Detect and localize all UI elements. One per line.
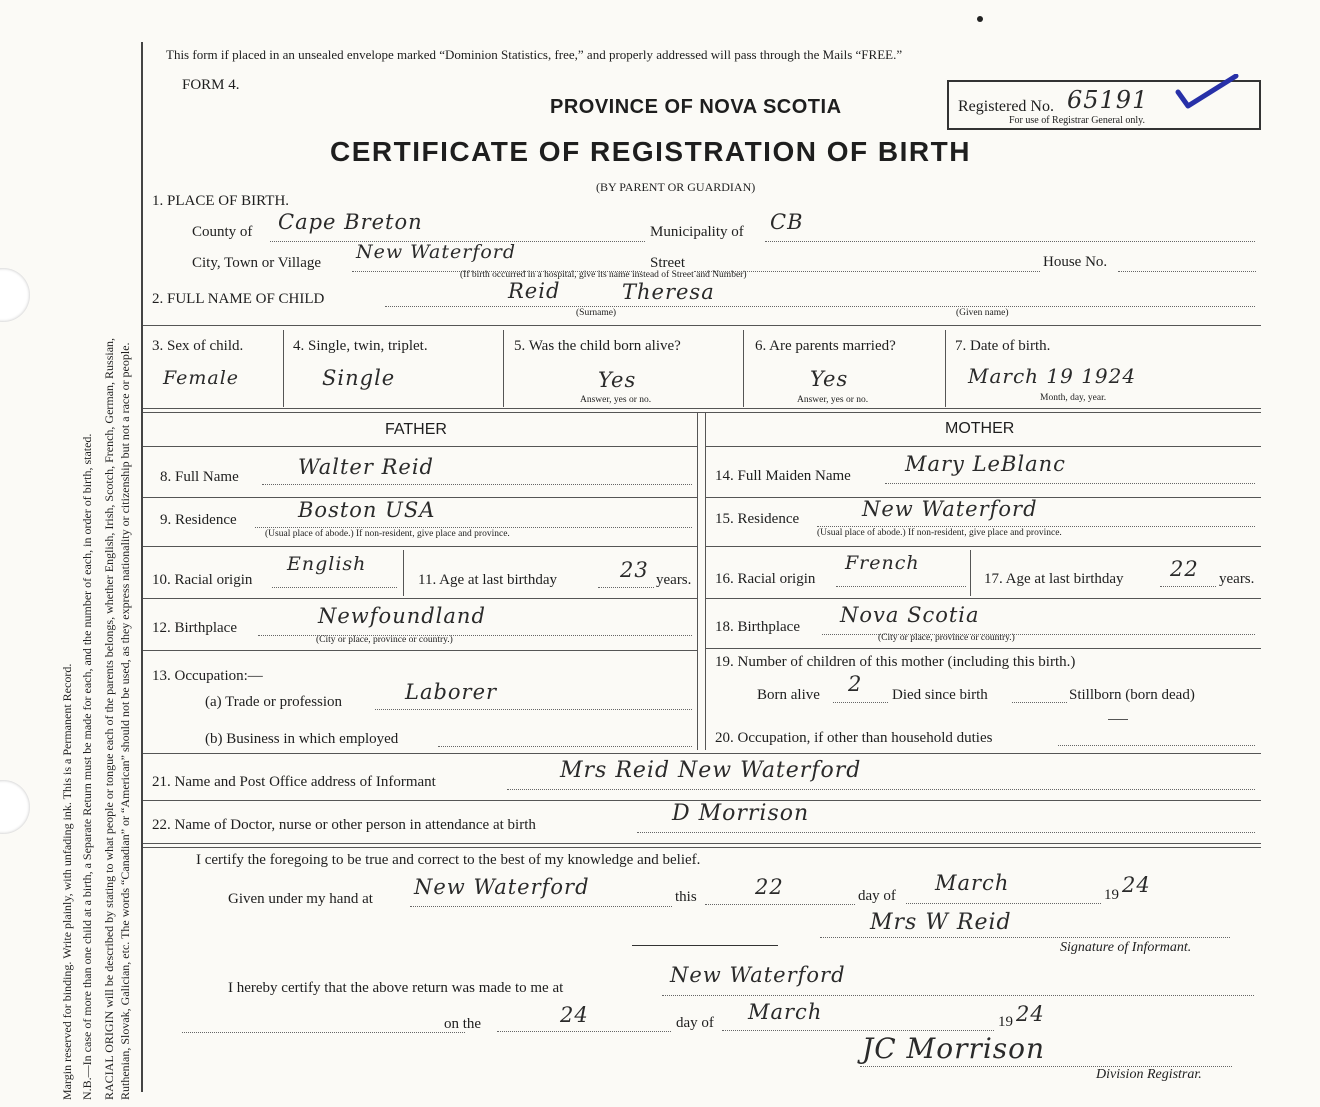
father-heading: FATHER (385, 421, 447, 438)
informant-value: Mrs Reid New Waterford (560, 758, 862, 783)
mother-birthplace-label: 18. Birthplace (715, 619, 800, 635)
given-day-value: 22 (755, 875, 784, 899)
margin-note-4: Ruthenian, Slovak, Galician, etc. The words “Canadian” or “American” should not be used, as they express nationality or citizenship but not a race or people. (118, 342, 132, 1100)
municipality-value: CB (770, 210, 804, 234)
father-birthplace-note: (City or place, province or country.) (316, 635, 453, 645)
checkmark-icon (1170, 74, 1240, 114)
children-count-label: 19. Number of children of this mother (including this birth.) (715, 654, 1076, 670)
given-name-note: (Given name) (956, 308, 1009, 318)
registration-year-prefix: 19 (998, 1014, 1013, 1030)
given-month-value: March (935, 871, 1010, 895)
house-no-label: House No. (1043, 254, 1108, 270)
mother-age-label: 17. Age at last birthday (984, 571, 1124, 587)
sex-value: Female (163, 367, 240, 389)
informant-signature: Mrs W Reid (870, 910, 1012, 935)
form-left-border (141, 42, 143, 1092)
form-number: FORM 4. (182, 77, 240, 93)
birth-type-value: Single (322, 366, 396, 390)
father-birthplace-value: Newfoundland (318, 604, 486, 628)
registration-day-of-label: day of (676, 1015, 714, 1031)
mother-residence-label: 15. Residence (715, 511, 800, 527)
province-heading: PROVINCE OF NOVA SCOTIA (550, 96, 842, 118)
parents-married-value: Yes (810, 367, 849, 391)
binding-hole-top (0, 268, 30, 322)
margin-note-2: N.B.—In case of more than one child at a birth, a Separate Return must be made for each, and the number of each, in order of birth, stated. (80, 433, 94, 1100)
father-name-value: Walter Reid (298, 455, 434, 479)
doctor-value: D Morrison (672, 801, 810, 826)
child-name-label: 2. FULL NAME OF CHILD (152, 291, 325, 307)
division-registrar-label: Division Registrar. (1096, 1067, 1202, 1082)
registration-month-value: March (748, 1000, 823, 1024)
date-of-birth-value: March 19 1924 (968, 364, 1137, 388)
registrar-certify-text: I hereby certify that the above return was made to me at (228, 980, 564, 996)
given-year-prefix: 19 (1104, 887, 1119, 903)
certificate-subtitle: (BY PARENT OR GUARDIAN) (596, 180, 756, 194)
county-value: Cape Breton (278, 210, 423, 234)
margin-note-1: Margin reserved for binding. Write plainly, with unfading ink. This is a Permanent Record. (60, 663, 74, 1100)
surname-note: (Surname) (576, 308, 617, 318)
hospital-note: (If birth occurred in a hospital, give its name instead of Street and Number) (460, 270, 747, 280)
city-value: New Waterford (356, 241, 517, 263)
born-alive-count-value: 2 (848, 672, 863, 696)
father-birthplace-label: 12. Birthplace (152, 620, 237, 636)
mother-name-label: 14. Full Maiden Name (715, 468, 851, 484)
father-racial-value: English (287, 553, 367, 575)
mother-birthplace-note: (City or place, province or country.) (878, 633, 1015, 643)
father-residence-value: Boston USA (298, 498, 436, 522)
father-age-value: 23 (620, 558, 649, 582)
registrar-place-value: New Waterford (670, 963, 846, 987)
informant-label: 21. Name and Post Office address of Informant (152, 774, 436, 790)
given-place-value: New Waterford (414, 875, 590, 899)
father-residence-label: 9. Residence (160, 512, 237, 528)
informant-signature-label: Signature of Informant. (1060, 940, 1192, 955)
registration-day-value: 24 (560, 1003, 589, 1027)
born-alive-value: Yes (598, 368, 637, 392)
registration-year-suffix: 24 (1016, 1002, 1045, 1026)
father-years-label: years. (656, 572, 692, 588)
sex-label: 3. Sex of child. (152, 338, 244, 354)
mother-racial-value: French (845, 552, 920, 574)
this-label: this (675, 889, 697, 905)
father-name-label: 8. Full Name (160, 469, 239, 485)
certificate-title: CERTIFICATE OF REGISTRATION OF BIRTH (330, 136, 971, 167)
birth-type-label: 4. Single, twin, triplet. (293, 338, 428, 354)
date-of-birth-label: 7. Date of birth. (955, 338, 1051, 354)
father-racial-label: 10. Racial origin (152, 572, 253, 588)
given-year-suffix: 24 (1122, 873, 1151, 897)
registrar-signature: JC Morrison (862, 1032, 1046, 1065)
city-label: City, Town or Village (192, 255, 322, 271)
mother-name-value: Mary LeBlanc (905, 452, 1066, 476)
mother-occupation-label: 20. Occupation, if other than household duties (715, 730, 993, 746)
trade-label: (a) Trade or profession (205, 694, 343, 710)
doctor-label: 22. Name of Doctor, nurse or other person in attendance at birth (152, 817, 536, 833)
registrar-general-note: For use of Registrar General only. (1009, 115, 1145, 126)
alive-answer-note: Answer, yes or no. (580, 395, 652, 405)
mail-notice: This form if placed in an unsealed envelope marked “Dominion Statistics, free,” and properly addressed will pass through the Mails “FREE.” (166, 47, 903, 62)
father-abode-note: (Usual place of abode.) If non-resident, give place and province. (265, 529, 510, 539)
born-alive-count-label: Born alive (757, 687, 820, 703)
county-label: County of (192, 224, 253, 240)
mother-birthplace-value: Nova Scotia (840, 603, 980, 627)
certify-statement: I certify the foregoing to be true and correct to the best of my knowledge and belief. (196, 852, 701, 868)
given-under-hand-label: Given under my hand at (228, 891, 373, 907)
trade-value: Laborer (405, 680, 498, 704)
date-note: Month, day, year. (1040, 393, 1107, 403)
born-alive-label: 5. Was the child born alive? (514, 338, 681, 354)
place-of-birth-label: 1. PLACE OF BIRTH. (152, 193, 290, 209)
father-age-label: 11. Age at last birthday (418, 572, 557, 588)
registered-label: Registered No. (958, 98, 1054, 115)
ink-dot (977, 16, 983, 22)
binding-hole-bottom (0, 780, 30, 834)
mother-abode-note: (Usual place of abode.) If non-resident, give place and province. (817, 528, 1062, 538)
parents-married-label: 6. Are parents married? (755, 338, 896, 354)
mother-years-label: years. (1219, 571, 1255, 587)
died-since-birth-label: Died since birth (892, 687, 988, 703)
registered-number: 65191 (1067, 86, 1149, 114)
on-the-label: on the (444, 1016, 482, 1032)
stillborn-label: Stillborn (born dead) (1069, 687, 1195, 703)
child-surname: Reid (508, 279, 561, 303)
municipality-label: Municipality of (650, 224, 744, 240)
margin-note-3: RACIAL ORIGIN will be described by stating to what people or tongue each of the parents belongs, whether English, Irish, Scotch, French, German, Russian, (102, 337, 116, 1100)
married-answer-note: Answer, yes or no. (797, 395, 869, 405)
mother-racial-label: 16. Racial origin (715, 571, 816, 587)
mother-heading: MOTHER (945, 420, 1015, 437)
day-of-label: day of (858, 888, 896, 904)
mother-age-value: 22 (1170, 557, 1199, 581)
street-label: Street (650, 255, 685, 271)
mother-residence-value: New Waterford (862, 497, 1038, 521)
child-given-name: Theresa (622, 280, 715, 304)
business-label: (b) Business in which employed (205, 731, 399, 747)
father-occupation-label: 13. Occupation:— (152, 668, 263, 684)
